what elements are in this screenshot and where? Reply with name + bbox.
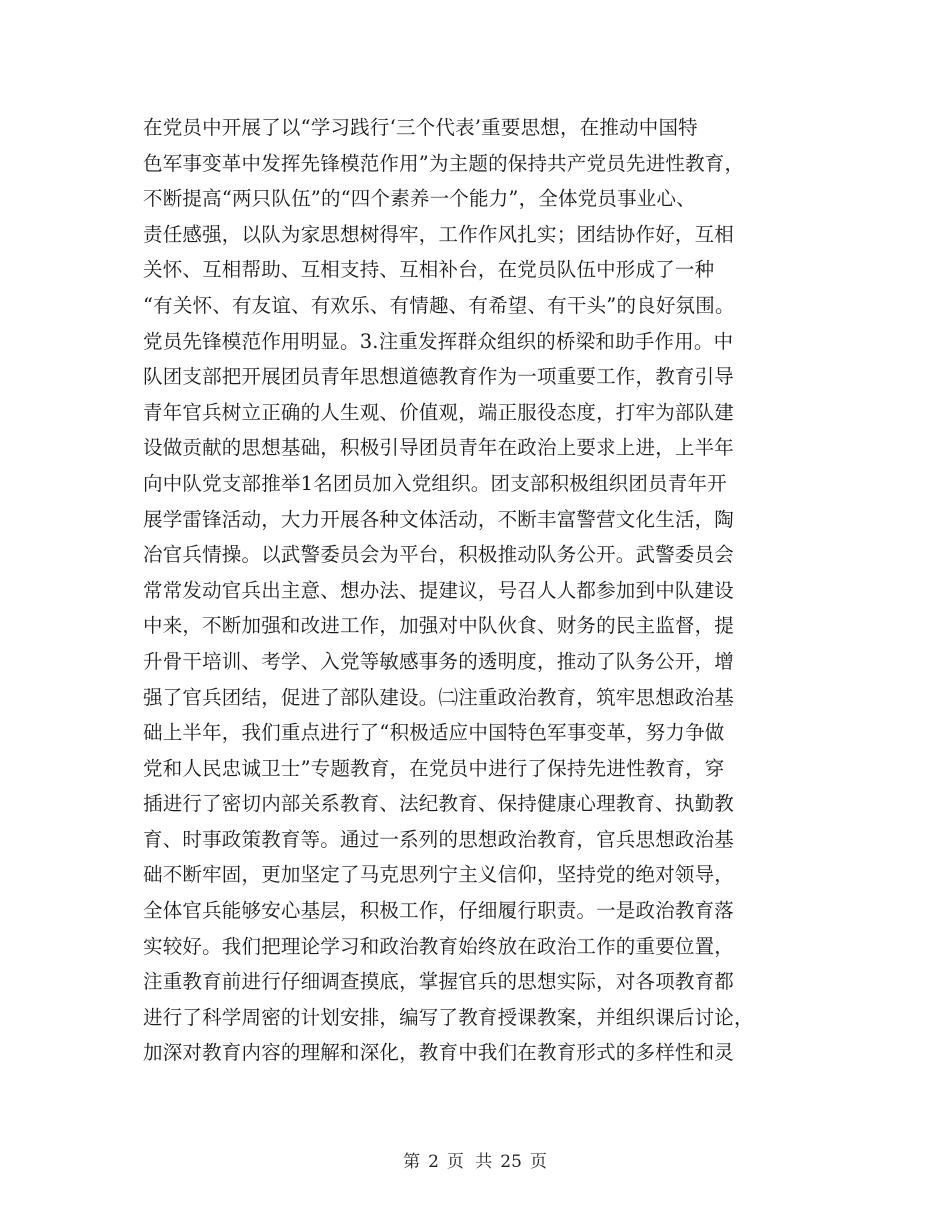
text-line: 升骨干培训、考学、入党等敏感事务的透明度，推动了队务公开，增 [143,649,735,673]
text-line: 向中队党支部推举1名团员加入党组织。团支部积极组织团员青年开 [143,471,727,495]
text-line: 责任感强，以队为家思想树得牢，工作作风扎实；团结协作好，互相 [143,222,735,246]
text-line: “有关怀、有友谊、有欢乐、有情趣、有希望、有干头”的良好氛围。 [143,293,735,317]
text-line: 中来，不断加强和改进工作，加强对中队伙食、财务的民主监督，提 [143,614,735,638]
text-line: 全体官兵能够安心基层，积极工作，仔细履行职责。一是政治教育落 [143,899,735,923]
text-line: 色军事变革中发挥先锋模范作用”为主题的保持共产党员先进性教育， [143,151,745,175]
text-line: 进行了科学周密的计划安排，编写了教育授课教案，并组织课后讨论， [143,1005,754,1029]
text-line: 注重教育前进行仔细调查摸底，掌握官兵的思想实际，对各项教育都 [143,970,735,994]
text-line: 展学雷锋活动，大力开展各种文体活动，不断丰富警营文化生活，陶 [143,507,735,531]
text-line: 党和人民忠诚卫士”专题教育，在党员中进行了保持先进性教育，穿 [143,756,725,780]
body-text [143,110,813,1071]
text-line: 插进行了密切内部关系教育、法纪教育、保持健康心理教育、执勤教 [143,792,735,816]
text-line: 常常发动官兵出主意、想办法、提建议，号召人人都参加到中队建设 [143,578,735,602]
text-line: 青年官兵树立正确的人生观、价值观，端正服役态度，打牢为部队建 [143,400,735,424]
text-line: 队团支部把开展团员青年思想道德教育作为一项重要工作，教育引导 [143,365,735,389]
footer-suffix: 页 [529,1152,547,1172]
text-line: 强了官兵团结，促进了部队建设。㈡注重政治教育，筑牢思想政治基 [143,685,735,709]
text-line: 不断提高“两只队伍”的“四个素养一个能力”，全体党员事业心、 [143,187,696,211]
text-line: 加深对教育内容的理解和深化，教育中我们在教育形式的多样性和灵 [143,1041,735,1065]
text-line: 础上半年，我们重点进行了“积极适应中国特色军事变革，努力争做 [143,721,725,745]
text-line: 关怀、互相帮助、互相支持、互相补台，在党员队伍中形成了一种 [143,258,715,282]
footer-prefix: 第 [403,1152,421,1172]
page-footer [0,1150,950,1174]
text-line: 在党员中开展了以“学习践行‘三个代表’重要思想，在推动中国特 [143,116,698,139]
text-line: 育、时事政策教育等。通过一系列的思想政治教育，官兵思想政治基 [143,827,735,851]
footer-total-pages: 25 [500,1152,522,1172]
footer-page-number: 2 [428,1152,439,1172]
text-line: 础不断牢固，更加坚定了马克思列宁主义信仰，坚持党的绝对领导， [143,863,735,887]
footer-middle: 页 共 [446,1152,493,1172]
text-line: 党员先锋模范作用明显。3.注重发挥群众组织的桥梁和助手作用。中 [143,329,734,353]
text-line: 设做贡献的思想基础，积极引导团员青年在政治上要求上进，上半年 [143,436,735,460]
text-line: 实较好。我们把理论学习和政治教育始终放在政治工作的重要位置， [143,934,735,958]
text-line: 冶官兵情操。以武警委员会为平台，积极推动队务公开。武警委员会 [143,543,735,567]
